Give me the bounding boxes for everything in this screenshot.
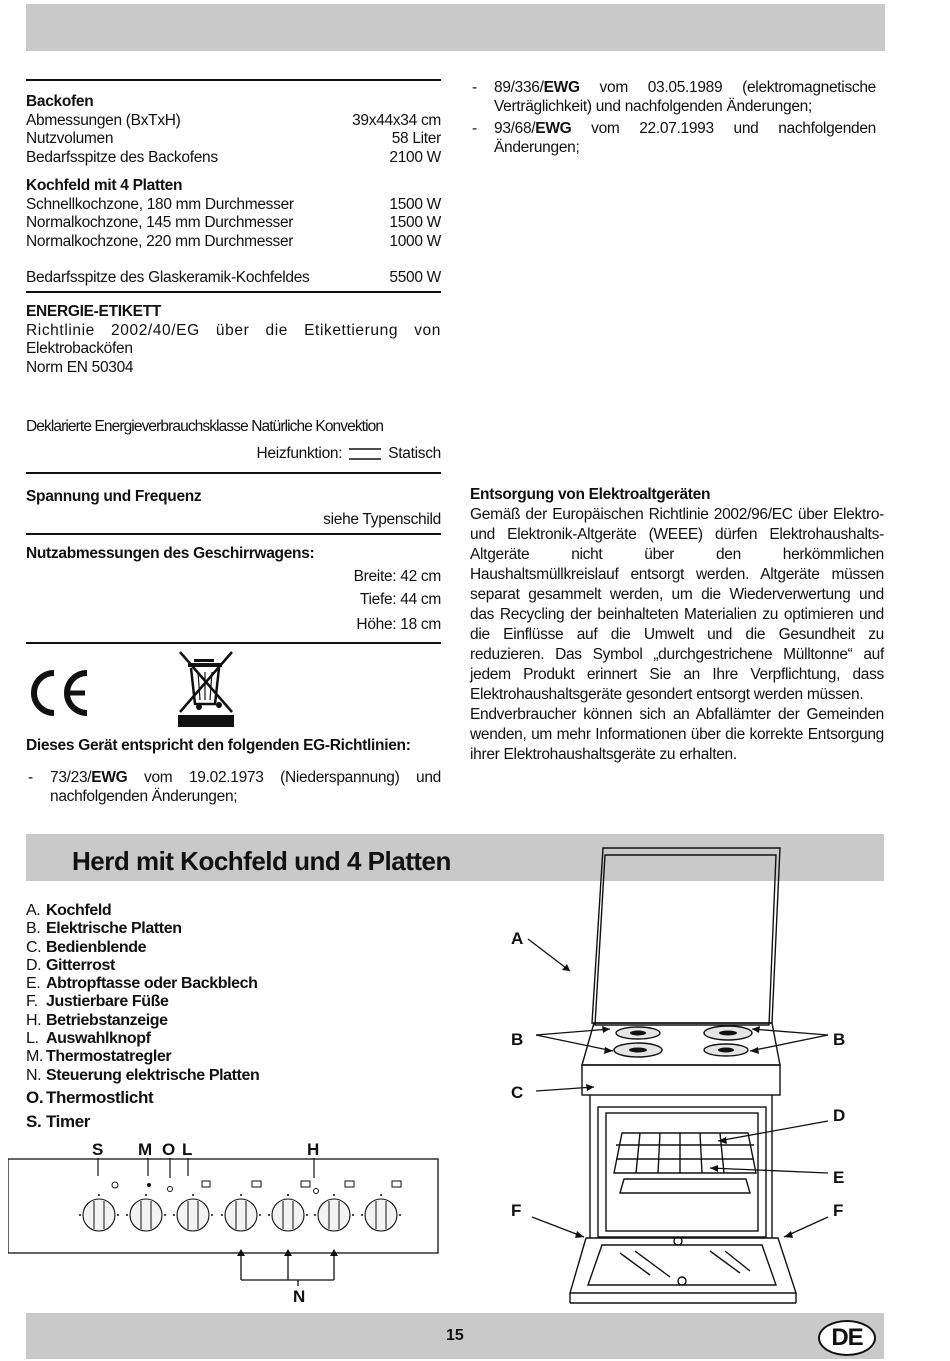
oven-title: Backofen xyxy=(26,93,94,110)
hob-block xyxy=(26,177,441,251)
part-label: Gitterrost xyxy=(46,956,115,974)
hob-peak-label: Bedarfsspitze des Glaskeramik-Kochfeldes xyxy=(26,269,310,286)
hob-row-value: 1000 W xyxy=(389,232,441,250)
part-label: Steuerung elektrische Platten xyxy=(46,1066,260,1084)
part-letter: S. xyxy=(26,1112,42,1132)
cooker-label-e: E xyxy=(833,1168,845,1187)
part-label: Justierbare Füße xyxy=(46,993,169,1011)
trolley-width: Breite: 42 cm xyxy=(353,568,441,585)
oven-row xyxy=(26,130,441,149)
oven-row-value: 39x44x34 cm xyxy=(352,111,441,129)
hob-peak-value: 5500 W xyxy=(389,269,441,286)
panel-label-n: N xyxy=(293,1287,306,1306)
hob-row-label: Normalkochzone, 145 mm Durchmesser xyxy=(26,214,294,231)
hob-peak-row xyxy=(26,269,441,288)
panel-label-m: M xyxy=(138,1140,153,1159)
part-letter: E. xyxy=(26,975,41,993)
panel-label-h: H xyxy=(307,1140,320,1159)
part-item xyxy=(26,1067,326,1085)
directive-item xyxy=(470,79,876,116)
trolley-height: Höhe: 18 cm xyxy=(356,616,441,633)
voltage-value: siehe Typenschild xyxy=(323,511,441,528)
part-letter: H. xyxy=(26,1011,42,1029)
part-label: Timer xyxy=(46,1112,90,1132)
cooker-label-c: C xyxy=(511,1083,524,1102)
part-letter: D. xyxy=(26,956,42,974)
directive-code: EWG xyxy=(91,769,128,786)
hob-row xyxy=(26,196,441,215)
heat-function-row xyxy=(26,445,441,464)
directive-pre: 73/23/ xyxy=(50,769,92,786)
oven-row-value: 58 Liter xyxy=(391,130,441,147)
heat-function-value: Statisch xyxy=(388,445,441,462)
cooker-label-f-left: F xyxy=(511,1201,522,1220)
cooker-label-b-right: B xyxy=(833,1030,846,1049)
static-heating-icon xyxy=(348,447,382,461)
disposal-block xyxy=(470,485,884,765)
part-letter: N. xyxy=(26,1066,42,1084)
directive-pre: 93/68/ xyxy=(494,120,536,137)
energy-title: ENERGIE-ETIKETT xyxy=(26,303,162,320)
part-letter: L. xyxy=(26,1030,39,1048)
rule-after-hob xyxy=(26,291,441,293)
directive-item xyxy=(470,120,876,157)
part-letter: C. xyxy=(26,938,42,956)
directives-title: Dieses Gerät entspricht den folgenden EG-Richtlinien: xyxy=(26,737,411,754)
oven-row xyxy=(26,149,441,168)
cooker-label-f-right: F xyxy=(833,1201,844,1220)
page-number: 15 xyxy=(446,1327,464,1344)
energy-line-2: Elektrobacköfen xyxy=(26,340,133,357)
cooker-label-d: D xyxy=(833,1106,846,1125)
directive-code: EWG xyxy=(535,120,572,137)
part-item xyxy=(26,939,326,957)
oven-row-label: Abmessungen (BxTxH) xyxy=(26,111,181,129)
part-label: Thermostatregler xyxy=(46,1048,172,1066)
part-item xyxy=(26,1089,326,1107)
rule-after-voltage xyxy=(26,533,441,535)
oven-row-value: 2100 W xyxy=(389,148,441,166)
part-label: Kochfeld xyxy=(46,902,112,919)
oven-row-label: Bedarfsspitze des Backofens xyxy=(26,148,218,166)
oven-block xyxy=(26,93,441,167)
voltage-title: Spannung und Frequenz xyxy=(26,488,202,505)
disposal-paragraph-2: Endverbraucher können sich an Abfallämter der Gemeinden wenden, um mehr Informationen über die korrekte Entsorgung ihrer Elektrohaushaltsgeräte zu erhalten. xyxy=(470,706,884,763)
panel-label-s: S xyxy=(92,1140,104,1159)
disposal-title: Entsorgung von Elektroaltgeräten xyxy=(470,486,711,503)
part-item xyxy=(26,1030,326,1048)
control-panel-drawing xyxy=(8,1156,440,1296)
hob-row xyxy=(26,233,441,252)
directives-list-right xyxy=(470,79,876,161)
disposal-paragraph-1: Gemäß der Europäischen Richtlinie 2002/96/EC über Elektro- und Elektronik-Altgeräte (WEEE) dürfen Elektrohaushalts-Altgeräte nicht über den herkömmlichen Haushaltsmüllkreislauf entsorgt werden. Altgeräte müssen separat gesammelt werden, um die Wiederverwertung und das Recycling der beinhalteten Materialien zu optimieren und die Einflüsse auf die Umwelt und die Gesundheit zu reduzieren. Das Symbol „durchgestrichene Mülltonne“ auf jedem Produkt erinnert Sie an Ihre Verpflichtung, dass Elektrohaushaltsgeräte gesondert entsorgt werden müssen. xyxy=(470,506,884,703)
oven-row-label: Nutzvolumen xyxy=(26,130,114,147)
directive-code: EWG xyxy=(543,79,580,96)
part-item xyxy=(26,1012,326,1030)
directive-item xyxy=(26,769,441,806)
section-title: Herd mit Kochfeld und 4 Platten xyxy=(72,846,451,876)
hob-row xyxy=(26,214,441,233)
trolley-title: Nutzabmessungen des Geschirrwagens: xyxy=(26,545,315,562)
part-label: Bedienblende xyxy=(46,938,147,956)
hob-title: Kochfeld mit 4 Platten xyxy=(26,177,183,194)
part-item xyxy=(26,920,326,938)
rule-top-left xyxy=(26,79,441,81)
hob-row-label: Schnellkochzone, 180 mm Durchmesser xyxy=(26,195,294,213)
cooker-drawing xyxy=(510,843,850,1313)
trolley-depth: Tiefe: 44 cm xyxy=(359,591,441,608)
part-item xyxy=(26,993,326,1011)
panel-label-o: O xyxy=(162,1140,176,1159)
part-label: Thermostlicht xyxy=(46,1087,154,1107)
part-letter: A. xyxy=(26,902,41,919)
directive-post: vom 19.02.1973 (Niederspannung) und nachfolgenden Änderungen; xyxy=(50,769,441,805)
part-letter: O. xyxy=(26,1087,44,1107)
crossed-out-bin-icon xyxy=(176,650,238,730)
top-band xyxy=(26,4,885,51)
directive-pre: 89/336/ xyxy=(494,79,544,96)
part-label: Betriebstanzeige xyxy=(46,1011,168,1029)
part-item xyxy=(26,902,326,920)
hob-row-label: Normalkochzone, 220 mm Durchmesser xyxy=(26,232,294,250)
part-letter: F. xyxy=(26,993,38,1011)
part-item xyxy=(26,957,326,975)
oven-row xyxy=(26,112,441,131)
directives-list-left xyxy=(26,769,441,810)
hob-row-value: 1500 W xyxy=(389,195,441,213)
panel-label-l: L xyxy=(182,1140,193,1159)
part-label: Elektrische Platten xyxy=(46,920,182,938)
hob-row-value: 1500 W xyxy=(389,214,441,231)
rule-after-trolley xyxy=(26,642,441,644)
part-item xyxy=(26,975,326,993)
ce-mark-icon xyxy=(27,667,91,719)
heat-function-label: Heizfunktion: xyxy=(256,445,343,462)
part-letter: B. xyxy=(26,920,41,938)
rule-after-energy xyxy=(26,472,441,474)
language-badge xyxy=(818,1320,876,1356)
part-item xyxy=(26,1048,326,1066)
language-badge-label: DE xyxy=(831,1324,863,1351)
parts-list xyxy=(26,902,326,1132)
part-label: Abtropftasse oder Backblech xyxy=(46,975,258,993)
cooker-label-b-left: B xyxy=(511,1030,524,1049)
energy-block xyxy=(26,303,441,377)
part-letter: M. xyxy=(26,1048,43,1066)
part-item xyxy=(26,1113,326,1131)
directive-post: vom 03.05.1989 (elektromagnetische Verträglichkeit) und nachfolgenden Änderungen; xyxy=(494,79,876,115)
energy-line-3: Norm EN 50304 xyxy=(26,358,134,376)
energy-declared: Deklarierte Energieverbrauchsklasse Natürliche Konvektion xyxy=(26,418,384,435)
directive-post: vom 22.07.1993 und nachfolgenden Änderungen; xyxy=(494,120,876,156)
cooker-label-a: A xyxy=(511,929,524,948)
energy-line-1: Richtlinie 2002/40/EG über die Etikettierung von xyxy=(26,321,441,339)
part-label: Auswahlknopf xyxy=(46,1030,151,1048)
